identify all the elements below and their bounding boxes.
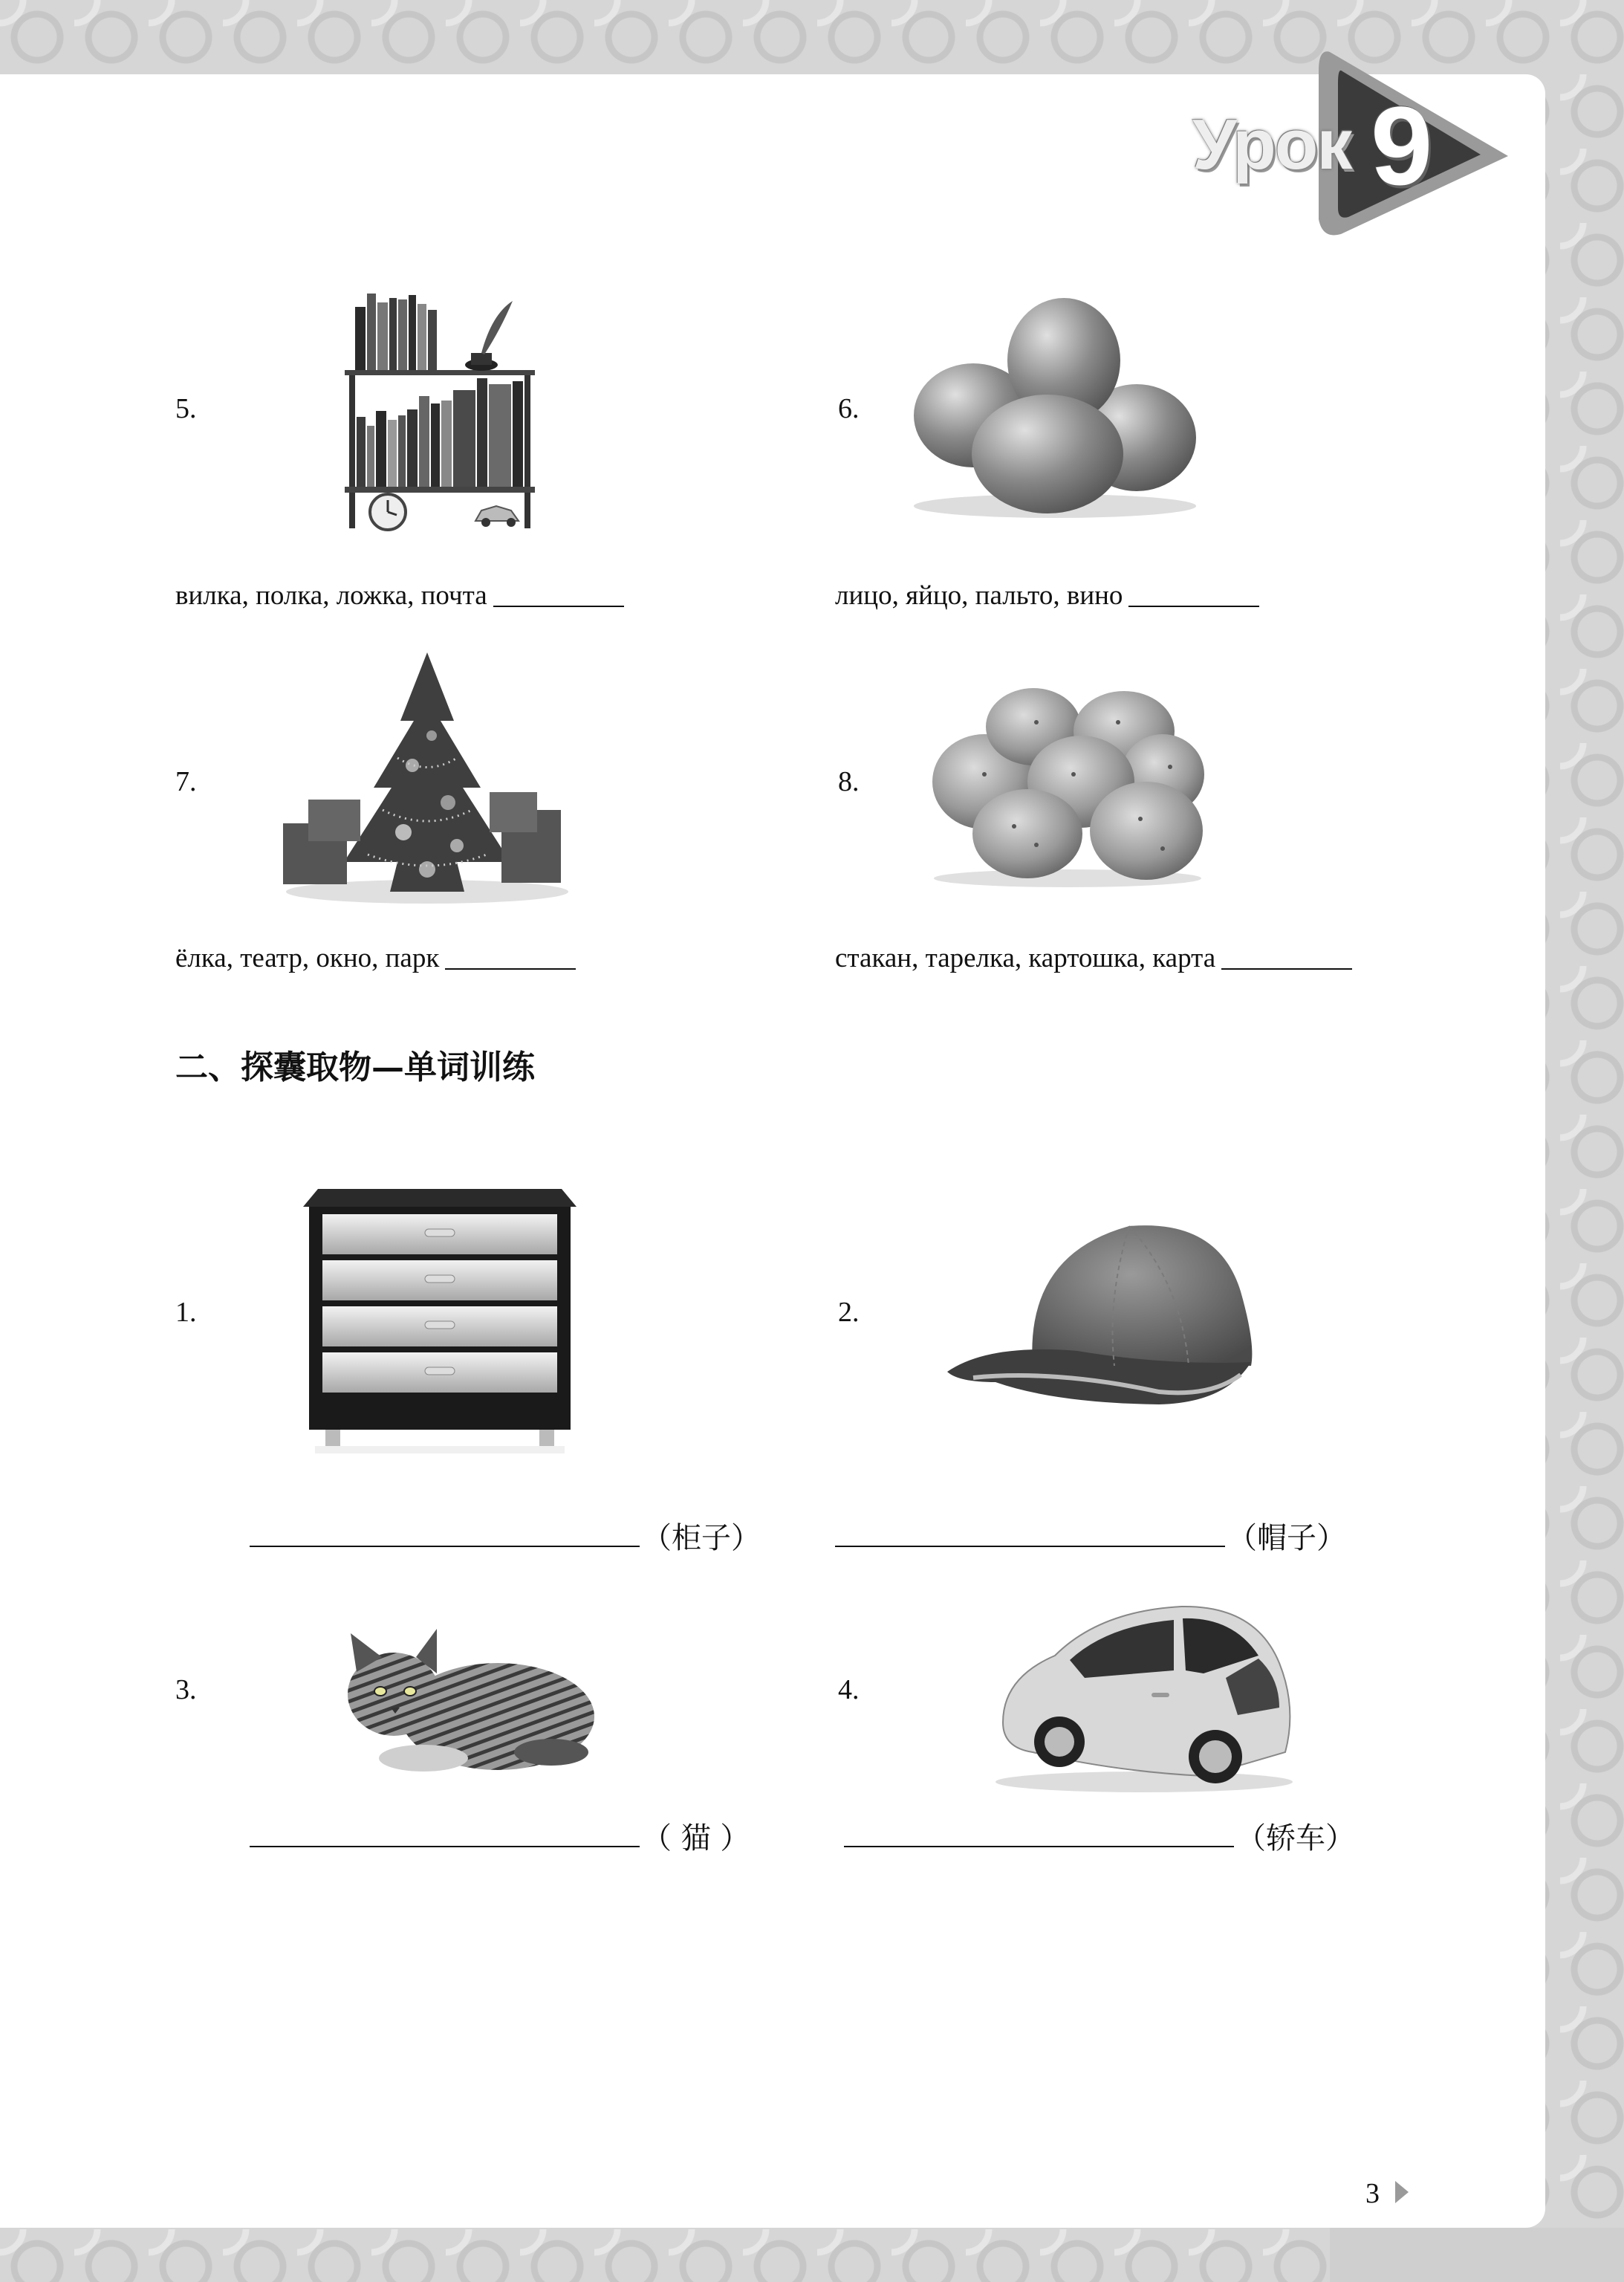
item-number: 4. [838,1674,860,1705]
bookshelf-image [343,285,551,534]
item-number: 8. [838,766,860,797]
footer-strip [1330,2228,1624,2282]
christmas-tree-image [279,646,576,907]
item-number: 1. [175,1297,197,1328]
chest-of-drawers-image [303,1181,578,1456]
answer-line[interactable] [835,1546,1225,1547]
page-number: 3 [1365,2178,1380,2209]
chinese-hint: （ 猫 ） [642,1821,750,1855]
item-number: 5. [175,393,197,424]
answer-line[interactable] [844,1846,1234,1847]
word-choice: вилка, полка, ложка, почта [175,580,624,612]
word-choice: лицо, яйцо, пальто, вино [835,580,1259,612]
section-title: 二、探囊取物—单词训练 [175,1048,535,1086]
chinese-hint: （轿车） [1236,1821,1355,1855]
item-number: 6. [838,393,860,424]
eggs-image [899,292,1211,522]
word-choice: ёлка, театр, окно, парк [175,942,576,974]
chinese-hint: （帽子） [1227,1521,1346,1555]
chinese-hint: （柜子） [642,1521,761,1555]
next-arrow-icon [1394,2179,1410,2205]
answer-line[interactable] [250,1546,640,1547]
lesson-number: 9 [1371,83,1433,208]
potatoes-image [925,678,1211,889]
answer-blank[interactable] [445,968,576,970]
baseball-cap-image [943,1210,1278,1418]
word-choice: стакан, тарелка, картошка, карта [835,942,1352,974]
answer-blank[interactable] [1128,606,1259,607]
item-number: 7. [175,766,197,797]
item-number: 3. [175,1674,197,1705]
worksheet-page [0,74,1545,2228]
item-number: 2. [838,1297,860,1328]
car-image [988,1596,1300,1797]
answer-line[interactable] [250,1846,640,1847]
lesson-tag [1170,45,1519,238]
answer-blank[interactable] [493,606,624,607]
cat-image [334,1627,602,1783]
answer-blank[interactable] [1221,968,1352,970]
lesson-word: Урок [1192,105,1351,184]
